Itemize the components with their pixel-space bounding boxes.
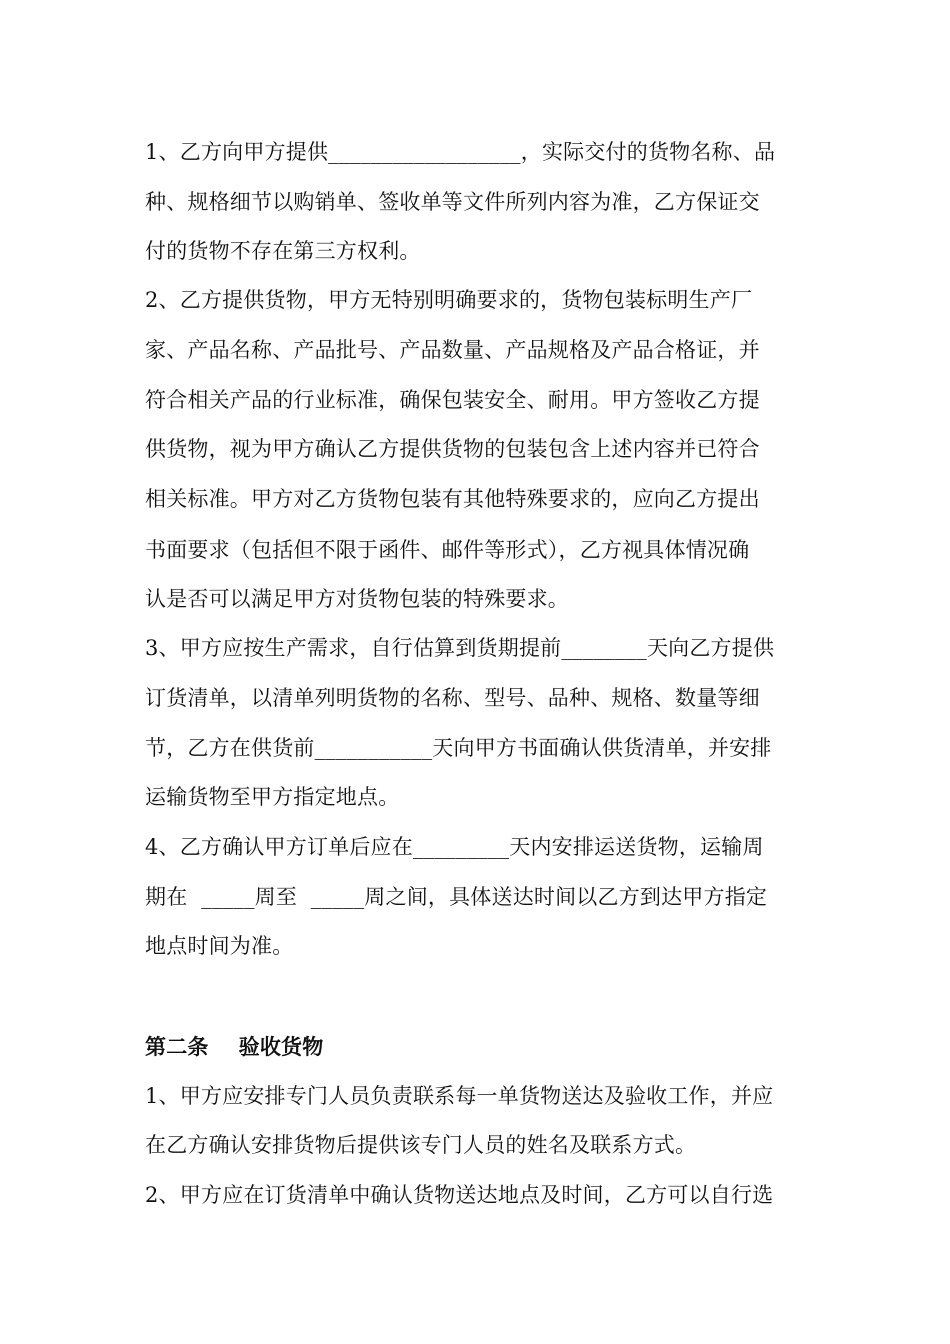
- text-line: 3、甲方应按生产需求，自行估算到货期提前________天向乙方提供: [145, 636, 775, 660]
- text-line: 1、甲方应安排专门人员负责联系每一单货物送达及验收工作，并应: [145, 1084, 774, 1108]
- text-line: 供货物，视为甲方确认乙方提供货物的包装包含上述内容并已符合: [145, 437, 760, 461]
- text-line: 种、规格细节以购销单、签收单等文件所列内容为准，乙方保证交: [145, 190, 760, 214]
- text-line: 2、乙方提供货物，甲方无特别明确要求的，货物包装标明生产厂: [145, 288, 753, 312]
- text-line: 在乙方确认安排货物后提供该专门人员的姓名及联系方式。: [145, 1133, 697, 1157]
- text-line: 期在 _____周至 _____周之间，具体送达时间以乙方到达甲方指定: [145, 885, 768, 909]
- text-line: 家、产品名称、产品批号、产品数量、产品规格及产品合格证，并: [145, 338, 760, 362]
- text-line: 运输货物至甲方指定地点。: [145, 785, 400, 809]
- text-line: 节，乙方在供货前___________天向甲方书面确认供货清单，并安排: [145, 736, 772, 760]
- section-heading: 第二条 验收货物: [145, 1034, 324, 1059]
- text-line: 付的货物不存在第三方权利。: [145, 239, 421, 263]
- text-line: 2、甲方应在订货清单中确认货物送达地点及时间，乙方可以自行选: [145, 1183, 774, 1207]
- text-line: 4、乙方确认甲方订单后应在_________天内安排运送货物，运输周: [145, 835, 764, 859]
- text-line: 订货清单，以清单列明货物的名称、型号、品种、规格、数量等细: [145, 686, 760, 710]
- text-line: 符合相关产品的行业标准，确保包装安全、耐用。甲方签收乙方提: [145, 388, 760, 412]
- text-line: 相关标准。甲方对乙方货物包装有其他特殊要求的，应向乙方提出: [145, 487, 760, 511]
- text-line: 认是否可以满足甲方对货物包装的特殊要求。: [145, 587, 569, 611]
- text-line: 地点时间为准。: [145, 934, 294, 958]
- text-line: 1、乙方向甲方提供__________________，实际交付的货物名称、品: [145, 140, 776, 164]
- text-line: 书面要求（包括但不限于函件、邮件等形式），乙方视具体情况确: [145, 538, 750, 562]
